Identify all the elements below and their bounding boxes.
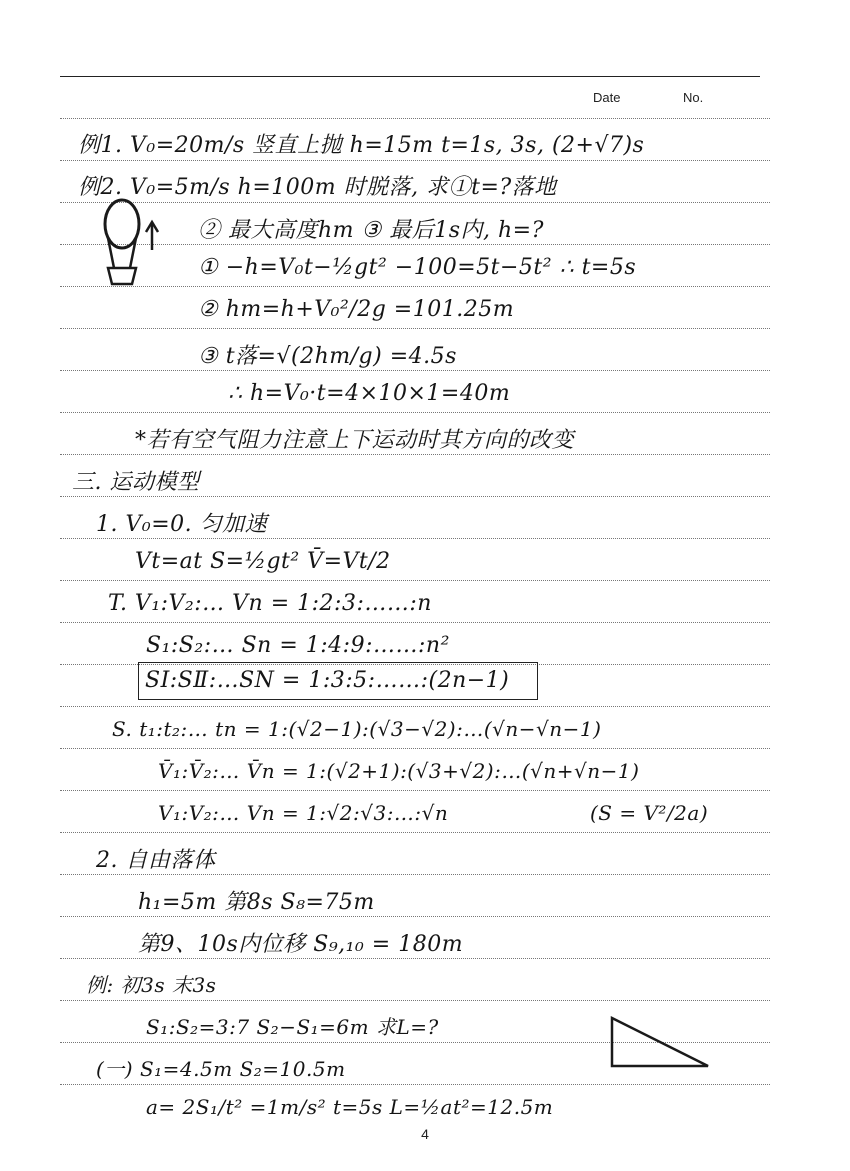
example-2-line: 例2. V₀=5m/s h=100m 时脱落, 求①t=?落地 [78,175,557,200]
solution-3-result: ∴ h=V₀·t=4×10×1=40m [228,381,511,406]
ruled-line [60,832,770,833]
date-label: Date [593,90,621,105]
incline-triangle-sketch [600,1012,715,1072]
displacement-ratio-line: S₁:S₂:… Sn = 1:4:9:……:n² [146,633,450,658]
ruled-line [60,790,770,791]
basic-formulas-line: Vt=at S=½gt² V̄=Vt/2 [135,549,391,574]
solution-1-line: ① −h=V₀t−½gt² −100=5t−5t² ∴ t=5s [198,255,637,280]
ruled-line [60,412,770,413]
subsection-uniform-acceleration: 1. V₀=0. 匀加速 [96,512,268,537]
example-2-questions: ② 最大高度hm ③ 最后1s内, h=? [198,218,544,243]
ruled-line [60,706,770,707]
time-ratio-line: S. t₁:t₂:… tn = 1:(√2−1):(√3−√2):…(√n−√n−1) [112,717,602,741]
free-fall-8s-line: h₁=5m 第8s S₈=75m [138,890,375,915]
ruled-line [60,916,770,917]
header-rule [60,76,760,77]
hot-air-balloon-sketch [100,198,170,290]
ruled-line [60,748,770,749]
ruled-line [60,622,770,623]
subsection-free-fall: 2. 自由落体 [96,848,216,873]
ruled-line [60,496,770,497]
ruled-line [60,1084,770,1085]
ruled-line [60,328,770,329]
ruled-line [60,160,770,161]
ruled-line [60,1000,770,1001]
example-3-conditions: S₁:S₂=3:7 S₂−S₁=6m 求L=? [146,1015,439,1039]
displacement-formula-note: (S = V²/2a) [590,801,709,825]
free-fall-9-10s-line: 第9、10s内位移 S₉,₁₀ = 180m [138,932,464,957]
ruled-line [60,538,770,539]
ruled-line [60,958,770,959]
no-label: No. [683,90,704,105]
solution-2-line: ② hm=h+V₀²/2g =101.25m [198,297,515,322]
velocity-ratio-line: T. V₁:V₂:… Vn = 1:2:3:……:n [108,591,432,616]
ruled-line [60,118,770,119]
ruled-line [60,874,770,875]
successive-displacement-ratio: SⅠ:SⅡ:…SN = 1:3:5:……:(2n−1) [145,668,510,693]
example-3-heading: 例: 初3s 末3s [86,973,217,997]
example-3-result: a= 2S₁/t² =1m/s² t=5s L=½at²=12.5m [146,1095,554,1119]
section-heading-motion-models: 三. 运动模型 [72,470,200,495]
air-resistance-note: *若有空气阻力注意上下运动时其方向的改变 [135,428,575,453]
average-velocity-ratio-line: V̄₁:V̄₂:… V̄n = 1:(√2+1):(√3+√2):…(√n+√n−1) [158,759,640,783]
velocity-sqrt-ratio-line: V₁:V₂:… Vn = 1:√2:√3:…:√n [158,801,449,825]
ruled-line [60,580,770,581]
ruled-line [60,370,770,371]
example-3-part-1: (一) S₁=4.5m S₂=10.5m [96,1057,346,1081]
example-1-line: 例1. V₀=20m/s 竖直上抛 h=15m t=1s, 3s, (2+√7)s [78,133,645,158]
page-number: 4 [421,1126,429,1142]
ruled-line [60,454,770,455]
solution-3-line: ③ t落=√(2hm/g) =4.5s [198,344,457,369]
